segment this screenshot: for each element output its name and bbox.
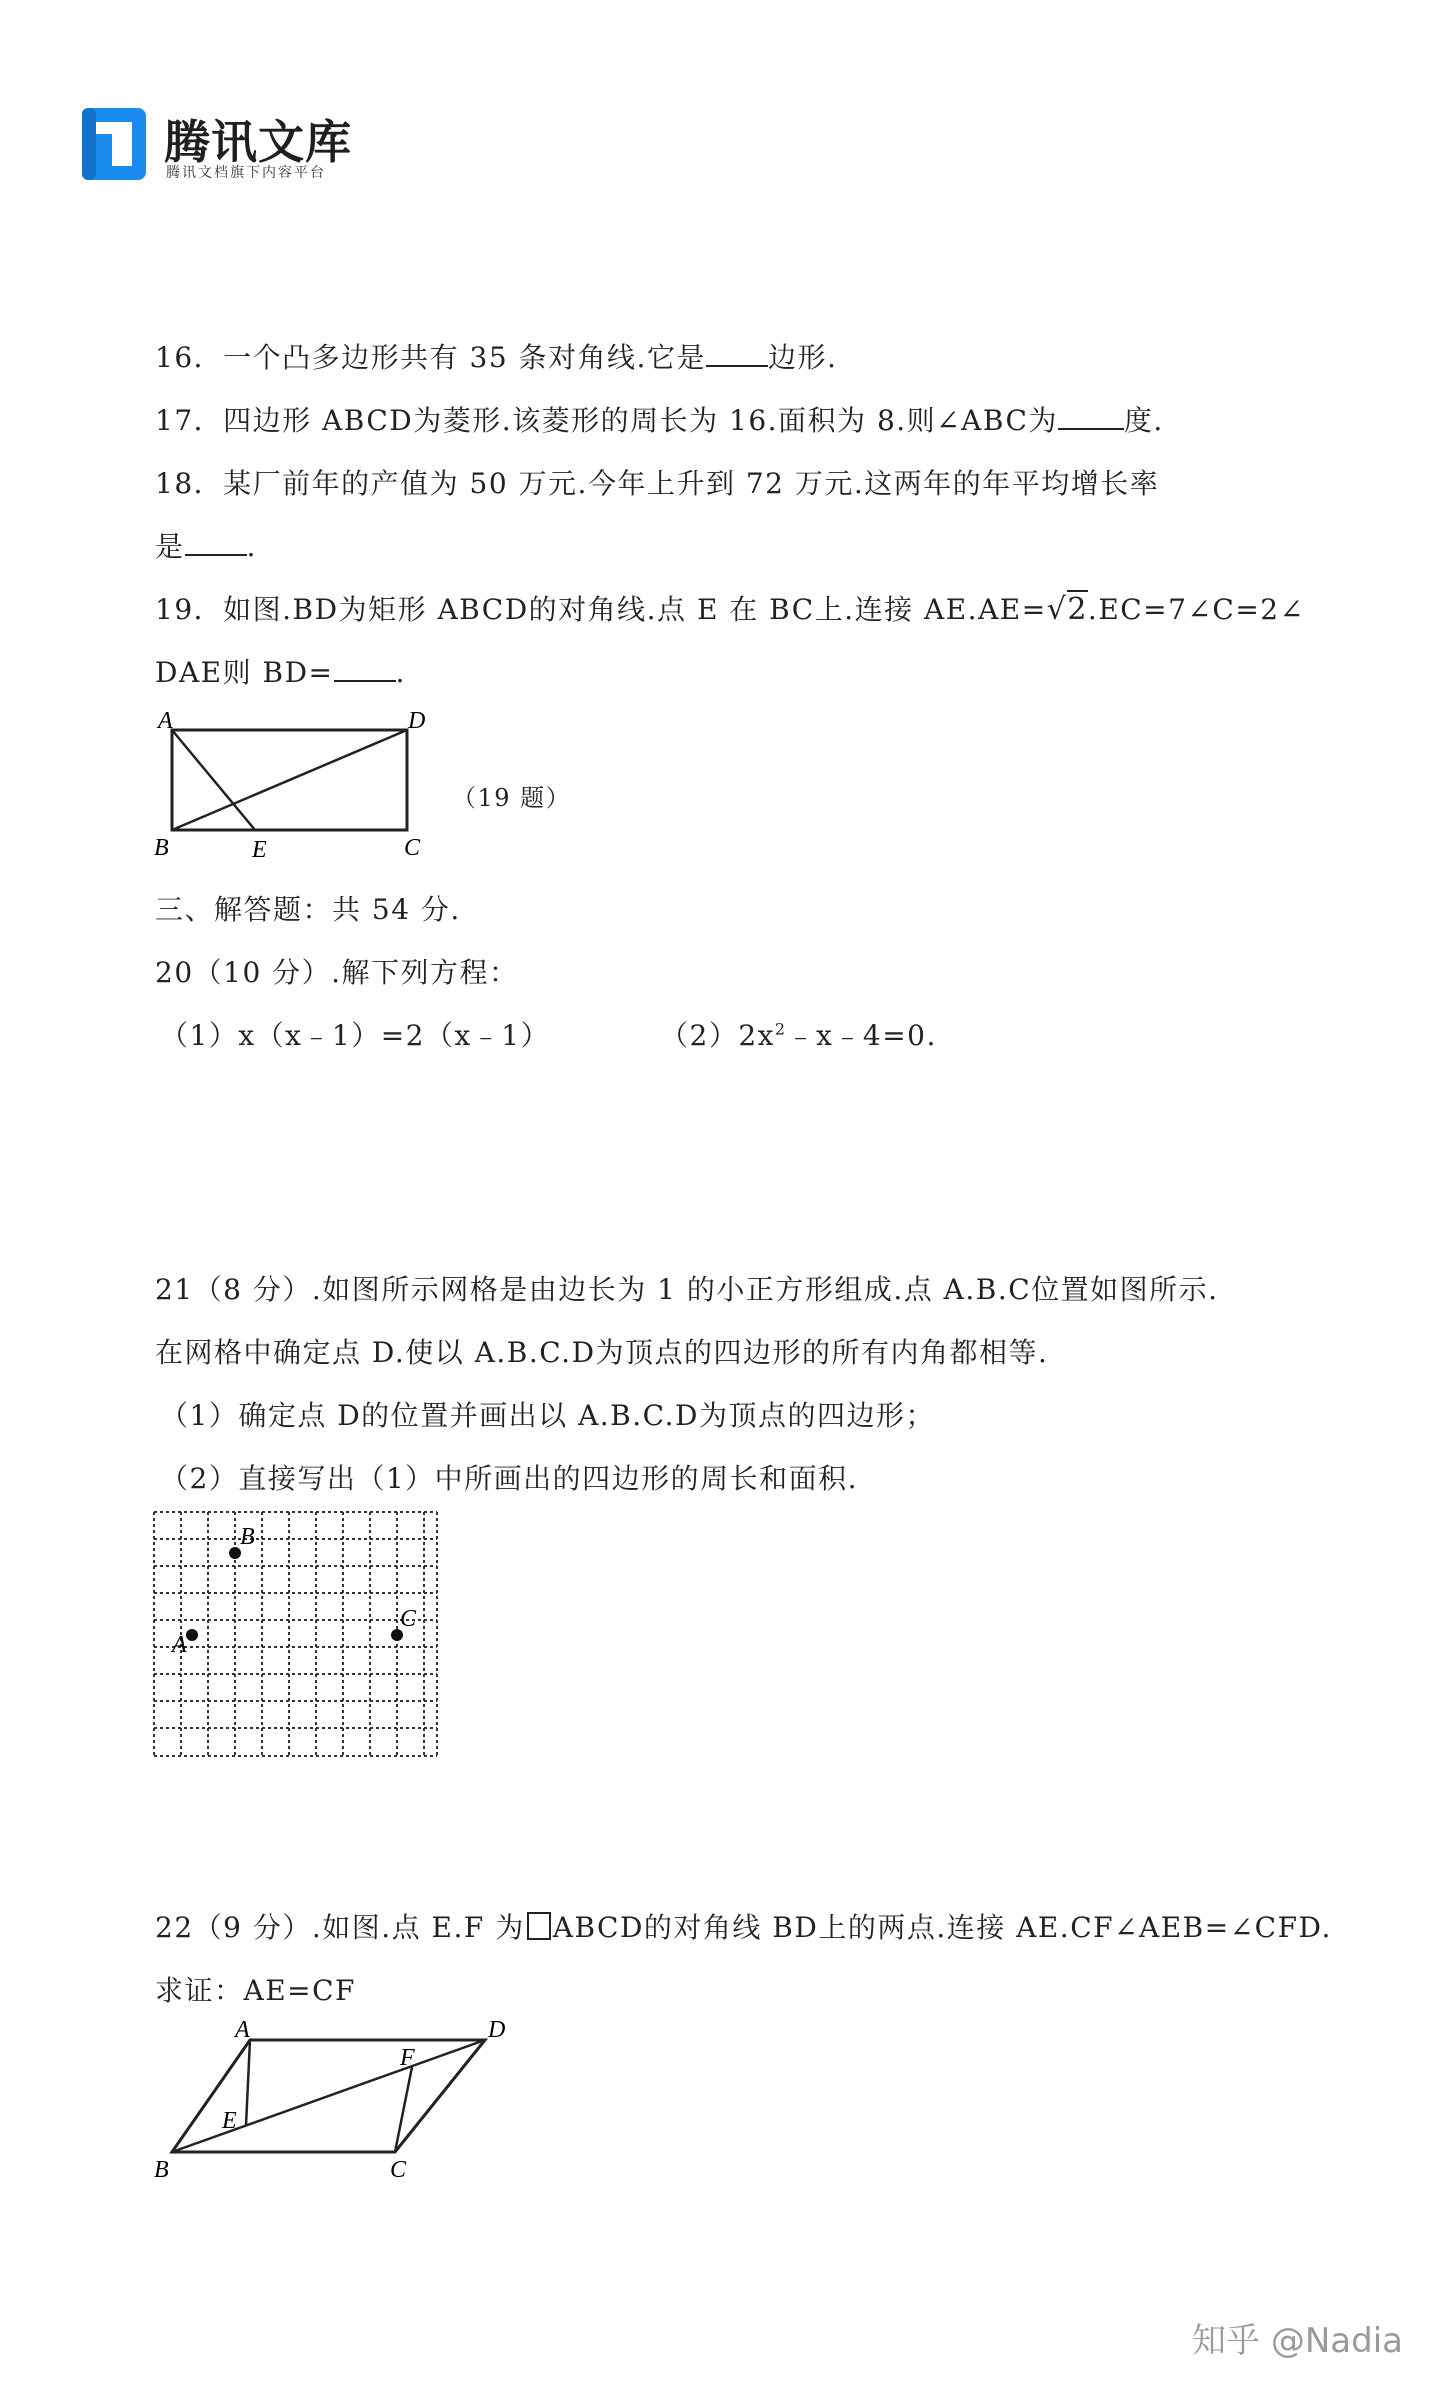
question-21-part1: （1）确定点 D的位置并画出以 A.B.C.D为顶点的四边形； [160,1399,935,1432]
point-label-c: C [400,1606,417,1632]
question-17-text: 17．四边形 ABCD为菱形.该菱形的周长为 16.面积为 8.则∠ABC为 [155,404,1058,437]
parallelogram-diagram [150,2015,520,2185]
point-label-d: D [488,2017,506,2043]
question-22-text-end: ABCD的对角线 BD上的两点.连接 AE.CF∠AEB=∠CFD. [552,1911,1332,1944]
rectangle-diagram [150,705,430,860]
grid-diagram [150,1508,450,1763]
logo-subtitle: 腾讯文档旗下内容平台 [166,165,326,181]
question-16-text: 16．一个凸多边形共有 35 条对角线.它是 [155,341,706,374]
sqrt-radicand: 2 [1067,592,1088,627]
logo-title: 腾讯文库 [164,115,352,169]
zhihu-watermark: 知乎 @Nadia [1192,2321,1403,2361]
question-18-text: 是 [155,530,185,563]
answer-blank [334,658,396,682]
question-22-text: 22（9 分）.如图.点 E.F 为 [155,1911,525,1944]
question-20: 20（10 分）.解下列方程： [155,956,519,989]
question-22-figure [150,2015,520,2185]
point-label-f: F [400,2045,415,2071]
point-label-d: D [408,708,426,734]
question-20-part2 [660,1014,937,1054]
question-16 [155,336,837,376]
question-21-part2: （2）直接写出（1）中所画出的四边形的周长和面积. [160,1462,859,1495]
exponent: 2 [774,1019,787,1039]
question-19-caption: （19 题） [452,784,572,812]
answer-blank [706,343,768,367]
point-label-a: A [235,2017,250,2043]
tencent-wenku-logo [82,106,352,186]
question-18-line2 [155,525,257,565]
question-19-text2: DAE则 BD= [155,656,334,689]
point-label-c: C [390,2157,407,2183]
point-label-c: C [404,835,421,860]
point-label-b: B [154,835,169,860]
point-label-b: B [240,1524,255,1550]
point-label-a: A [172,1632,187,1658]
parallelogram-symbol [527,1912,551,1940]
wenku-logo-icon [82,108,146,180]
question-21-line1: 21（8 分）.如图所示网格是由边长为 1 的小正方形组成.点 A.B.C位置如图所示. [155,1273,1219,1306]
question-20-part1: （1）x（x﹣1）=2（x﹣1） [160,1019,551,1052]
section-3-heading: 三、解答题：共 54 分. [155,893,461,926]
question-17-end: 度. [1123,404,1164,437]
point-label-e: E [222,2108,237,2134]
sqrt-symbol: √2 [1046,592,1088,627]
question-21-line2: 在网格中确定点 D.使以 A.B.C.D为顶点的四边形的所有内角都相等. [155,1336,1049,1369]
question-19-line1 [155,588,1305,628]
question-19-figure [150,705,430,860]
question-22-line2: 求证：AE=CF [155,1974,356,2007]
question-18-line1: 18．某厂前年的产值为 50 万元.今年上升到 72 万元.这两年的年平均增长率 [155,467,1160,500]
point-label-a: A [158,708,173,734]
question-22-line1 [155,1906,1332,1946]
question-17 [155,399,1164,439]
question-18-end: . [246,530,257,563]
question-21-grid-figure [150,1508,450,1763]
question-20-part2-text: （2）2x [660,1019,775,1052]
question-19-text-end: .EC=7∠C=2∠ [1087,593,1305,626]
answer-blank [1058,406,1124,430]
question-19-line2 [155,651,406,691]
point-label-e: E [252,837,267,860]
question-19-end: . [395,656,406,689]
question-20-part2-end: ﹣x﹣4=0. [786,1019,937,1052]
question-19-text: 19．如图.BD为矩形 ABCD的对角线.点 E 在 BC上.连接 AE.AE= [155,593,1047,626]
answer-blank [185,532,247,556]
question-16-end: 边形. [767,341,838,374]
point-label-b: B [154,2157,169,2183]
